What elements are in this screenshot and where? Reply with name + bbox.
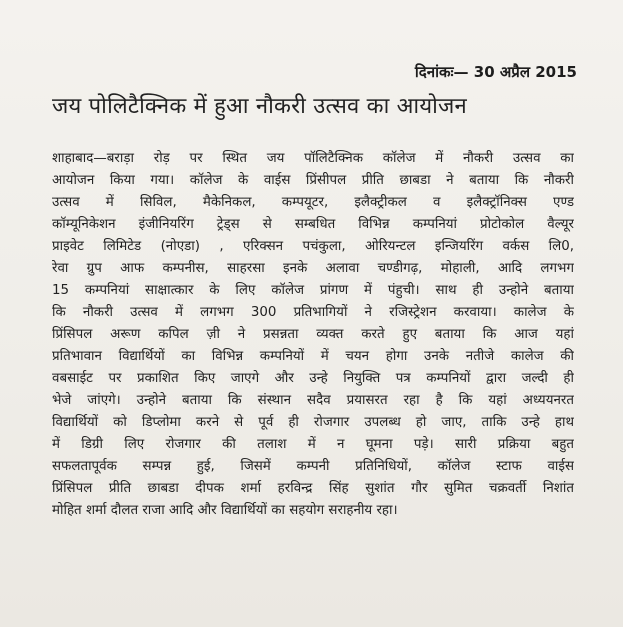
- body-line: 15 कम्पनियां साक्षात्कार के लिए कॉलेज प्रांगण में पंहुची। साथ ही उन्होने बताया: [52, 283, 574, 298]
- article-title: जय पोलिटैक्निक में हुआ नौकरी उत्सव का आयोजन: [52, 94, 467, 119]
- article-date: दिनांकः— 30 अप्रैल 2015: [414, 63, 577, 81]
- body-line: वबसाईट पर प्रकाशित किए जाएगे और उन्हे नियुक्ति पत्र कम्पनियों द्वारा जल्दी ही: [52, 371, 574, 386]
- body-line: में डिग्री लिए रोजगार की तलाश में न घूमना पड़े। सारी प्रक्रिया बहुत: [52, 437, 574, 452]
- body-line: आयोजन किया गया। कॉलेज के वाईस प्रिंसीपल प्रीति छाबडा ने बताया कि नौकरी: [52, 173, 574, 188]
- body-line: रेवा ग्रुप आफ कम्पनीस, साहरसा इनके अलावा चण्डीगढ़, मोहाली, आदि लगभग: [52, 261, 574, 276]
- body-line: भेजे जांएगे। उन्होने बताया कि संस्थान सदैव प्रयासरत रहा है कि यहां अध्ययनरत: [52, 393, 574, 408]
- body-line: शाहाबाद—बराड़ा रोड़ पर स्थित जय पॉलिटैक्निक कॉलेज में नौकरी उत्सव का: [52, 151, 574, 166]
- body-line: कॉम्यूनिकेशन इंजीनियरिंग ट्रेड्स से सम्बधित विभिन्न कम्पनियां प्रोटोकोल वैल्यूर: [52, 217, 574, 232]
- body-line: कि नौकरी उत्सव में लगभग 300 प्रतिभागियों ने रजिस्ट्रेशन करवाया। कालेज के: [52, 305, 574, 320]
- body-line: प्रतिभावान विद्यार्थियों का विभिन्न कम्पनियों में चयन होगा उनके नतीजे कालेज की: [52, 349, 574, 364]
- body-line: उत्सव में सिविल, मैकेनिकल, कम्पयूटर, इलैक्ट्रीकल व इलैक्ट्रॉनिक्स एण्ड: [52, 195, 574, 210]
- body-line: प्रिंसिपल अरूण कपिल ज़ी ने प्रसन्नता व्यक्त करते हुए बताया कि आज यहां: [52, 327, 574, 342]
- body-line: सफलतापूर्वक सम्पन्न हुई, जिसमें कम्पनी प्रतिनिधियों, कॉलेज स्टाफ वाईस: [52, 459, 574, 474]
- body-line: प्राइवेट लिमिटेड (नोएडा) , एरिक्सन पचंकुला, ओरियन्टल इन्जियरिंग वर्कस लि0,: [52, 239, 574, 254]
- article-body: [52, 148, 574, 522]
- body-line: मोहित शर्मा दौलत राजा आदि और विद्यार्थियों का सहयोग सराहनीय रहा।: [52, 503, 398, 518]
- body-line: प्रिंसिपल प्रीति छाबडा दीपक शर्मा हरविन्द्र सिंह सुशांत गौर सुमित चक्रवर्ती निशांत: [52, 481, 574, 496]
- body-line: विद्यार्थियों को डिप्लोमा करने से पूर्व ही रोजगार उपलब्ध हो जाए, ताकि उन्हे हाथ: [52, 415, 574, 430]
